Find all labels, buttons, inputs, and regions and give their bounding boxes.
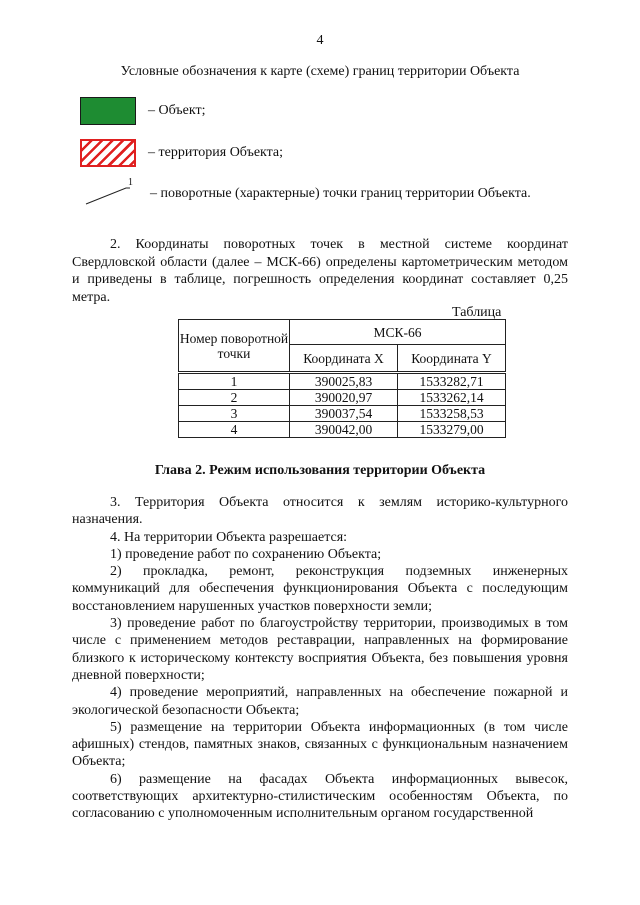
turning-point-icon xyxy=(84,177,138,208)
paragraph: 3. Территория Объекта относится к землям историко-культурного назначения. xyxy=(72,495,568,528)
legend-title: Условные обозначения к карте (схеме) границ территории Объекта xyxy=(120,64,520,79)
turning-point-marker-number: 1 xyxy=(128,177,133,188)
table-header-y: Координата Y xyxy=(398,345,506,373)
table-cell-x: 390025,83 xyxy=(290,373,398,390)
legend-item-territory xyxy=(80,139,283,167)
table-cell-number: 2 xyxy=(179,390,290,406)
table-cell-y: 1533262,14 xyxy=(398,390,506,406)
page-number: 4 xyxy=(316,33,324,48)
list-item: 6) размещение на фасадах Объекта информационных вывесок, соответствующих архитектурно-стилистическим особенностям Объекта, по согласованию с уполномоченным исполнительным органом государственной xyxy=(72,771,568,822)
table-header-number: Номер поворотной точки xyxy=(179,320,290,373)
coords-paragraph: 2. Координаты поворотных точек в местной системе координат Свердловской области (далее – МСК-66) определены картометрическим методом и приведены в таблице, погрешность определения координат составляет 0,25 метра. xyxy=(72,237,568,305)
table-cell-x: 390042,00 xyxy=(290,422,398,438)
table-header-x: Координата X xyxy=(290,345,398,373)
paragraph: 4. На территории Объекта разрешается: xyxy=(110,529,348,545)
legend-item-label: – территория Объекта; xyxy=(148,145,284,160)
list-item: 4) проведение мероприятий, направленных на обеспечение пожарной и экологической безопасности Объекта; xyxy=(72,685,568,718)
table-cell-number: 1 xyxy=(179,373,290,390)
table-row xyxy=(179,422,506,438)
coordinates-table xyxy=(178,319,506,438)
list-item: 1) проведение работ по сохранению Объекта; xyxy=(110,546,382,562)
list-item: 3) проведение работ по благоустройству территории, производимых в том числе с применением методов реставрации, направленных на формирование близкого к историческому контексту восприятия Объекта, без повышения уровня дневной поверхности; xyxy=(72,616,568,683)
legend-item-label: – поворотные (характерные) точки границ территории Объекта. xyxy=(150,186,531,201)
table-cell-x: 390037,54 xyxy=(290,406,398,422)
regulation-body xyxy=(72,494,568,823)
table-label: Таблица xyxy=(452,305,502,320)
table-row xyxy=(179,373,506,390)
list-item: 5) размещение на территории Объекта информационных (в том числе афишных) стендов, памятных знаков, связанных с функциональным назначением Объекта; xyxy=(72,719,568,770)
table-cell-y: 1533279,00 xyxy=(398,422,506,438)
table-row xyxy=(179,390,506,406)
legend-item-turning-point xyxy=(84,177,531,208)
chapter-title: Глава 2. Режим использования территории Объекта xyxy=(154,463,486,478)
legend-item-label: – Объект; xyxy=(148,103,206,118)
table-cell-number: 4 xyxy=(179,422,290,438)
table-row xyxy=(179,406,506,422)
table-cell-y: 1533258,53 xyxy=(398,406,506,422)
legend-item-object xyxy=(80,97,205,125)
table-cell-x: 390020,97 xyxy=(290,390,398,406)
table-cell-number: 3 xyxy=(179,406,290,422)
table-cell-y: 1533282,71 xyxy=(398,373,506,390)
list-item: 2) прокладка, ремонт, реконструкция подземных инженерных коммуникаций для обеспечения функционирования Объекта с последующим восстановлением нарушенных участков поверхности земли; xyxy=(72,564,568,614)
table-header-system: МСК-66 xyxy=(290,320,506,345)
territory-hatch-icon xyxy=(80,139,136,167)
object-fill-icon xyxy=(80,97,136,125)
